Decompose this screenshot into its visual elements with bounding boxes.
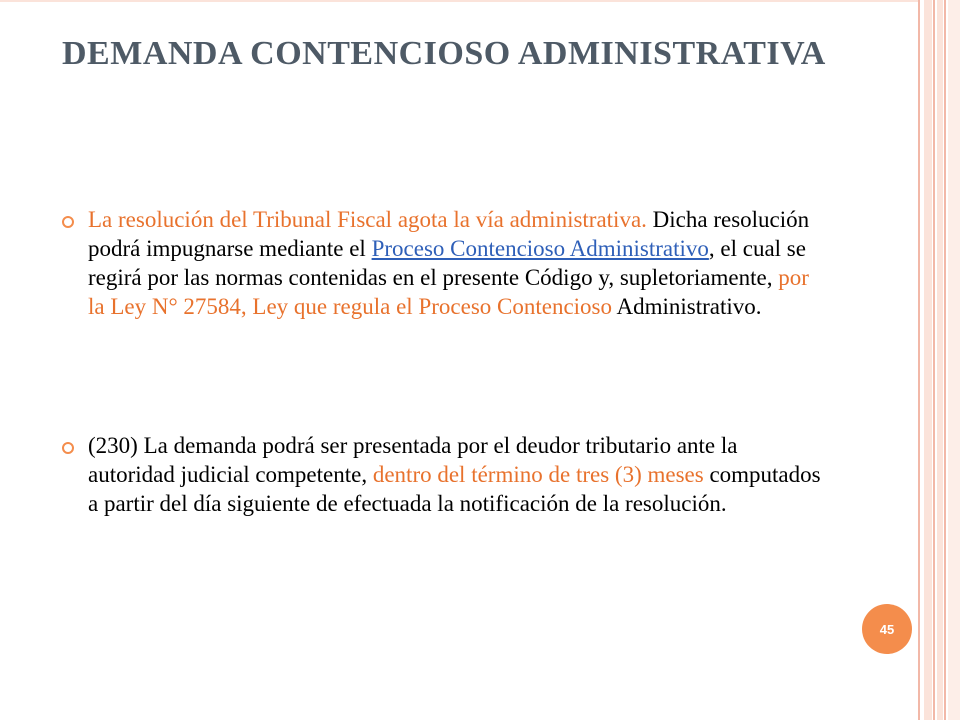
top-border-stripe [0, 0, 918, 2]
highlight-text: por la Ley N° 27584, Ley que regula el Proceso Contencioso [88, 265, 809, 319]
body-text: (230) La demanda podrá ser presentada por el deudor tributario ante la autoridad judicial competente, [88, 433, 738, 487]
bullet-item-demanda [62, 431, 822, 518]
page-number-badge: 45 [862, 604, 912, 654]
slide-title: DEMANDA CONTENCIOSO ADMINISTRATIVA [62, 35, 826, 72]
hollow-circle-bullet-icon [62, 216, 74, 228]
bullet-item-resolucion [62, 205, 822, 321]
proceso-contencioso-link[interactable]: Proceso Contencioso Administrativo [371, 236, 709, 261]
right-border-stripe [944, 0, 946, 720]
right-border-stripe [948, 0, 960, 720]
bullet-list [62, 205, 822, 518]
right-border-stripe [937, 0, 943, 720]
right-border-stripe [933, 0, 935, 720]
body-text: , el cual se regirá por las normas contenidas en el presente Código y, supletoriamente, [88, 236, 806, 290]
hollow-circle-bullet-icon [62, 442, 74, 454]
body-text: Dicha resolución podrá impugnarse mediante el [88, 207, 810, 261]
highlight-text: La resolución del Tribunal Fiscal agota la vía administrativa. [88, 207, 647, 232]
right-border-stripe [918, 0, 920, 720]
body-text: computados a partir del día siguiente de efectuada la notificación de la resolución. [88, 462, 821, 516]
body-text: Administrativo. [612, 294, 762, 319]
right-border-stripe [924, 0, 932, 720]
highlight-text: dentro del término de tres (3) meses [372, 462, 704, 487]
